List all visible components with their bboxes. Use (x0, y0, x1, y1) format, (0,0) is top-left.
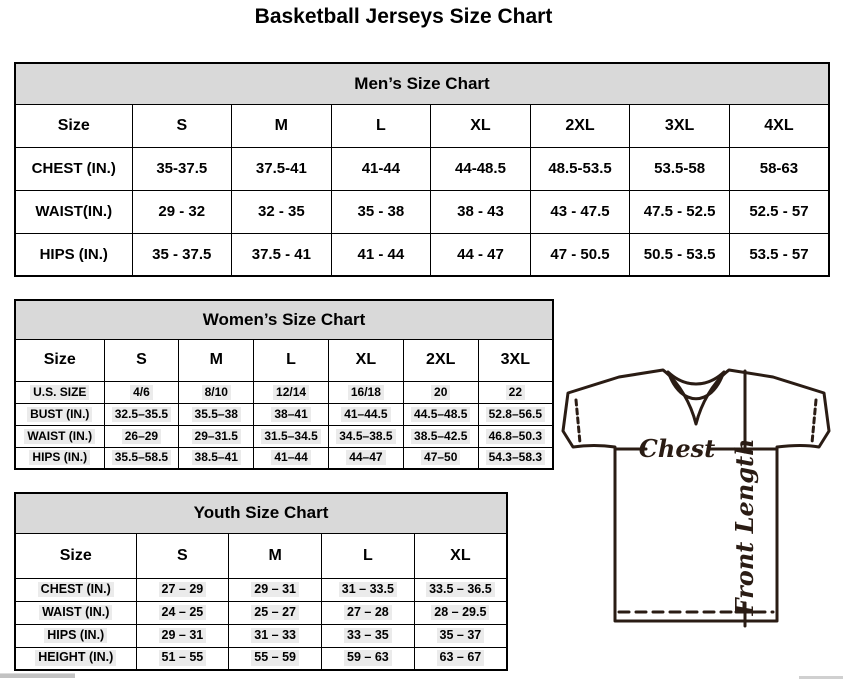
table-row (15, 403, 553, 425)
size-cell: L (322, 533, 415, 578)
size-header-row (15, 104, 829, 147)
size-cell: 3XL (478, 339, 553, 381)
value-cell (254, 447, 329, 469)
size-header-row (15, 533, 507, 578)
value-text: 31.5–34.5 (261, 429, 320, 444)
value-cell (229, 578, 322, 601)
size-cell: 2XL (530, 104, 630, 147)
table-row (15, 233, 829, 276)
womens-size-chart-table (14, 299, 554, 470)
value-cell: 35 - 37.5 (132, 233, 232, 276)
value-text: 41–44.5 (341, 407, 390, 422)
value-text: 16/18 (348, 385, 384, 400)
value-text: 12/14 (273, 385, 309, 400)
value-cell (403, 447, 478, 469)
table-row (15, 381, 553, 403)
value-cell: 52.5 - 57 (729, 190, 829, 233)
value-text: 24 – 25 (159, 605, 207, 621)
value-cell (403, 403, 478, 425)
table-row (15, 601, 507, 624)
value-text: 63 – 67 (437, 650, 485, 666)
front-length-label: Front Length (730, 438, 759, 616)
mens-size-chart-table (14, 62, 830, 277)
value-text: 31 – 33 (251, 628, 299, 644)
value-text: 51 – 55 (159, 650, 207, 666)
value-cell: 53.5-58 (630, 147, 730, 190)
value-text: 54.3–58.3 (486, 450, 545, 465)
value-cell (403, 425, 478, 447)
size-cell: M (232, 104, 332, 147)
row-label (15, 601, 136, 624)
size-cell: M (179, 339, 254, 381)
size-cell: M (229, 533, 322, 578)
value-cell (478, 381, 553, 403)
value-cell (229, 647, 322, 670)
table-row (15, 624, 507, 647)
value-cell (403, 381, 478, 403)
value-text: 27 – 28 (344, 605, 392, 621)
row-label: CHEST (IN.) (15, 147, 132, 190)
value-text: 29–31.5 (192, 429, 241, 444)
value-cell (104, 447, 179, 469)
womens-table-title: Women’s Size Chart (15, 300, 553, 339)
value-cell: 37.5-41 (232, 147, 332, 190)
value-text: 33.5 – 36.5 (426, 582, 495, 598)
mens-table-title: Men’s Size Chart (15, 63, 829, 104)
value-text: 44–47 (346, 450, 385, 465)
size-cell: L (254, 339, 329, 381)
table-row (15, 190, 829, 233)
value-cell: 35 - 38 (331, 190, 431, 233)
table-row (15, 447, 553, 469)
value-cell (414, 578, 507, 601)
value-cell (229, 601, 322, 624)
value-cell (328, 447, 403, 469)
value-cell: 44-48.5 (431, 147, 531, 190)
row-label-text: BUST (IN.) (27, 407, 92, 422)
value-cell (254, 425, 329, 447)
row-label (15, 578, 136, 601)
value-text: 59 – 63 (344, 650, 392, 666)
size-cell: XL (431, 104, 531, 147)
value-text: 35 – 37 (437, 628, 485, 644)
value-cell: 41 - 44 (331, 233, 431, 276)
row-label-text: WAIST (IN.) (39, 605, 112, 621)
value-text: 55 – 59 (251, 650, 299, 666)
value-cell (322, 578, 415, 601)
value-cell (328, 425, 403, 447)
value-text: 28 – 29.5 (431, 605, 489, 621)
value-cell (322, 647, 415, 670)
value-text: 34.5–38.5 (336, 429, 395, 444)
value-cell: 29 - 32 (132, 190, 232, 233)
value-cell (414, 601, 507, 624)
table-row (15, 578, 507, 601)
value-text: 31 – 33.5 (339, 582, 397, 598)
row-label-text: HIPS (IN.) (44, 628, 107, 644)
value-cell (179, 425, 254, 447)
value-cell (478, 403, 553, 425)
value-text: 52.8–56.5 (486, 407, 545, 422)
value-cell (254, 381, 329, 403)
value-cell: 43 - 47.5 (530, 190, 630, 233)
value-cell (478, 447, 553, 469)
value-text: 35.5–58.5 (112, 450, 171, 465)
value-cell: 58-63 (729, 147, 829, 190)
value-text: 46.8–50.3 (486, 429, 545, 444)
value-cell (179, 447, 254, 469)
row-label-text: HIPS (IN.) (29, 450, 90, 465)
row-label-text: CHEST (IN.) (38, 582, 114, 598)
size-cell: 3XL (630, 104, 730, 147)
horizontal-scrollbar-thumb[interactable] (0, 673, 75, 678)
value-cell (136, 601, 229, 624)
size-cell: S (104, 339, 179, 381)
value-text: 22 (506, 385, 525, 400)
corner-cell: Size (15, 533, 136, 578)
value-text: 44.5–48.5 (411, 407, 470, 422)
value-text: 38–41 (271, 407, 310, 422)
value-cell: 47.5 - 52.5 (630, 190, 730, 233)
row-label: HIPS (IN.) (15, 233, 132, 276)
size-cell: XL (414, 533, 507, 578)
value-cell: 48.5-53.5 (530, 147, 630, 190)
row-label (15, 624, 136, 647)
chest-label: Chest (638, 434, 716, 463)
row-label (15, 381, 104, 403)
table-header-row (15, 493, 507, 533)
size-cell: XL (328, 339, 403, 381)
value-text: 47–50 (421, 450, 460, 465)
value-text: 25 – 27 (251, 605, 299, 621)
value-cell (136, 624, 229, 647)
value-cell (478, 425, 553, 447)
value-cell: 38 - 43 (431, 190, 531, 233)
row-label-text: WAIST (IN.) (24, 429, 95, 444)
value-text: 29 – 31 (159, 628, 207, 644)
row-label-text: U.S. SIZE (30, 385, 89, 400)
row-label: WAIST(IN.) (15, 190, 132, 233)
size-cell: 2XL (403, 339, 478, 381)
table-header-row (15, 63, 829, 104)
row-label (15, 403, 104, 425)
size-cell: 4XL (729, 104, 829, 147)
table-header-row (15, 300, 553, 339)
value-cell (104, 381, 179, 403)
table-row (15, 147, 829, 190)
value-cell (136, 578, 229, 601)
youth-table-title: Youth Size Chart (15, 493, 507, 533)
row-label (15, 647, 136, 670)
row-label (15, 425, 104, 447)
corner-cell: Size (15, 339, 104, 381)
corner-cell: Size (15, 104, 132, 147)
value-cell (179, 403, 254, 425)
value-text: 38.5–41 (192, 450, 241, 465)
value-cell (322, 601, 415, 624)
value-cell: 35-37.5 (132, 147, 232, 190)
value-text: 29 – 31 (251, 582, 299, 598)
value-cell (229, 624, 322, 647)
value-text: 41–44 (271, 450, 310, 465)
size-cell: S (132, 104, 232, 147)
value-cell (328, 403, 403, 425)
value-text: 27 – 29 (159, 582, 207, 598)
value-cell (254, 403, 329, 425)
value-text: 20 (431, 385, 450, 400)
value-text: 26–29 (122, 429, 161, 444)
value-cell (328, 381, 403, 403)
row-label-text: HEIGHT (IN.) (35, 650, 116, 666)
value-text: 32.5–35.5 (112, 407, 171, 422)
value-text: 38.5–42.5 (411, 429, 470, 444)
size-header-row (15, 339, 553, 381)
value-cell: 44 - 47 (431, 233, 531, 276)
value-cell: 37.5 - 41 (232, 233, 332, 276)
table-row (15, 425, 553, 447)
value-text: 33 – 35 (344, 628, 392, 644)
value-cell (179, 381, 254, 403)
youth-size-chart-table (14, 492, 508, 671)
value-cell (414, 624, 507, 647)
jersey-measurement-diagram (557, 361, 839, 653)
table-row (15, 647, 507, 670)
value-text: 35.5–38 (192, 407, 241, 422)
value-cell (414, 647, 507, 670)
page-title: Basketball Jerseys Size Chart (254, 5, 553, 28)
size-cell: S (136, 533, 229, 578)
size-cell: L (331, 104, 431, 147)
value-cell: 53.5 - 57 (729, 233, 829, 276)
value-text: 8/10 (202, 385, 231, 400)
value-cell: 47 - 50.5 (530, 233, 630, 276)
row-label (15, 447, 104, 469)
value-cell (104, 425, 179, 447)
jersey-outline (563, 370, 829, 621)
value-cell (136, 647, 229, 670)
value-text: 4/6 (130, 385, 153, 400)
value-cell (104, 403, 179, 425)
value-cell: 50.5 - 53.5 (630, 233, 730, 276)
value-cell: 41-44 (331, 147, 431, 190)
value-cell: 32 - 35 (232, 190, 332, 233)
value-cell (322, 624, 415, 647)
